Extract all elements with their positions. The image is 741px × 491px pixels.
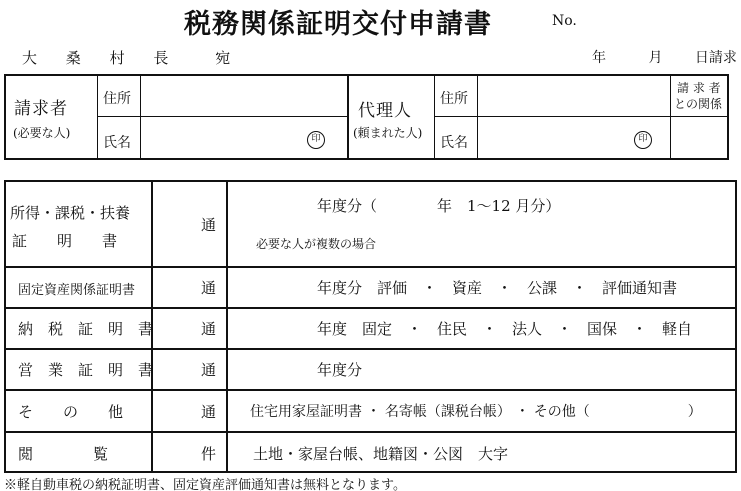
agent-address-field[interactable] (479, 78, 668, 114)
item-name-line2: 証 明 書 (12, 232, 118, 250)
item-detail: 住宅用家屋証明書 ・ 名寄帳（課税台帳） ・ その他（ ） (250, 404, 702, 420)
agent-name-label: 氏名 (440, 135, 468, 151)
addressee-char: 桑 (65, 49, 83, 67)
item-name: そ の 他 (18, 403, 124, 421)
item-unit: 通 (201, 403, 217, 421)
addressee-char: 宛 (215, 49, 233, 67)
date-month-label: 月 (648, 50, 663, 66)
agent-note: (頼まれた人) (353, 126, 423, 140)
relation-label-line2: との関係 (674, 97, 723, 111)
item-name: 納 税 証 明 書 (18, 320, 154, 338)
item-name: 営 業 証 明 書 (18, 361, 154, 379)
requester-name-label: 氏名 (103, 135, 131, 151)
item-name-line1: 所得・課税・扶養 (10, 204, 131, 222)
relation-label-line1: 請 求 者 (677, 81, 721, 95)
footnote: ※軽自動車税の納税証明書、固定資産評価通知書は無料となります。 (4, 478, 406, 491)
item-unit: 通 (201, 279, 217, 297)
item-name: 閲 覧 (18, 445, 109, 463)
applicant-section (4, 74, 729, 160)
item-detail: 年度分 (317, 361, 363, 379)
form-number-label: No. (552, 13, 577, 29)
addressee-char: 大 (22, 49, 40, 67)
agent-seal-icon: 印 (634, 131, 652, 149)
addressee-char: 長 (153, 49, 171, 67)
addressee (22, 47, 252, 68)
item-detail: 年度分（ 年 1～12 月分） (317, 197, 561, 215)
item-unit: 通 (201, 361, 217, 379)
agent-label: 代理人 (358, 101, 412, 121)
requester-seal-icon: 印 (307, 131, 325, 149)
item-unit: 通 (201, 320, 217, 338)
request-items-table (4, 180, 737, 473)
item-name: 固定資産関係証明書 (18, 283, 136, 298)
requester-address-label: 住所 (103, 91, 131, 107)
item-detail-note: 必要な人が複数の場合 (256, 237, 377, 251)
date-day-label: 日請求 (694, 50, 737, 66)
request-date (592, 47, 737, 67)
form-title: 税務関係証明交付申請書 (184, 9, 492, 40)
addressee-char: 村 (109, 49, 127, 67)
agent-address-label: 住所 (440, 91, 468, 107)
item-detail: 土地・家屋台帳、地籍図・公図 大字 (253, 445, 509, 463)
item-unit: 件 (201, 445, 217, 463)
relation-field[interactable] (672, 119, 729, 158)
item-detail: 年度分 評価 ・ 資産 ・ 公課 ・ 評価通知書 (317, 279, 678, 297)
requester-address-field[interactable] (142, 78, 345, 114)
item-unit: 通 (201, 216, 217, 234)
requester-label: 請求者 (14, 99, 68, 119)
date-year-label: 年 (592, 50, 606, 66)
requester-note: (必要な人) (13, 126, 71, 140)
item-detail: 年度 固定 ・ 住民 ・ 法人 ・ 国保 ・ 軽自 (317, 320, 693, 338)
